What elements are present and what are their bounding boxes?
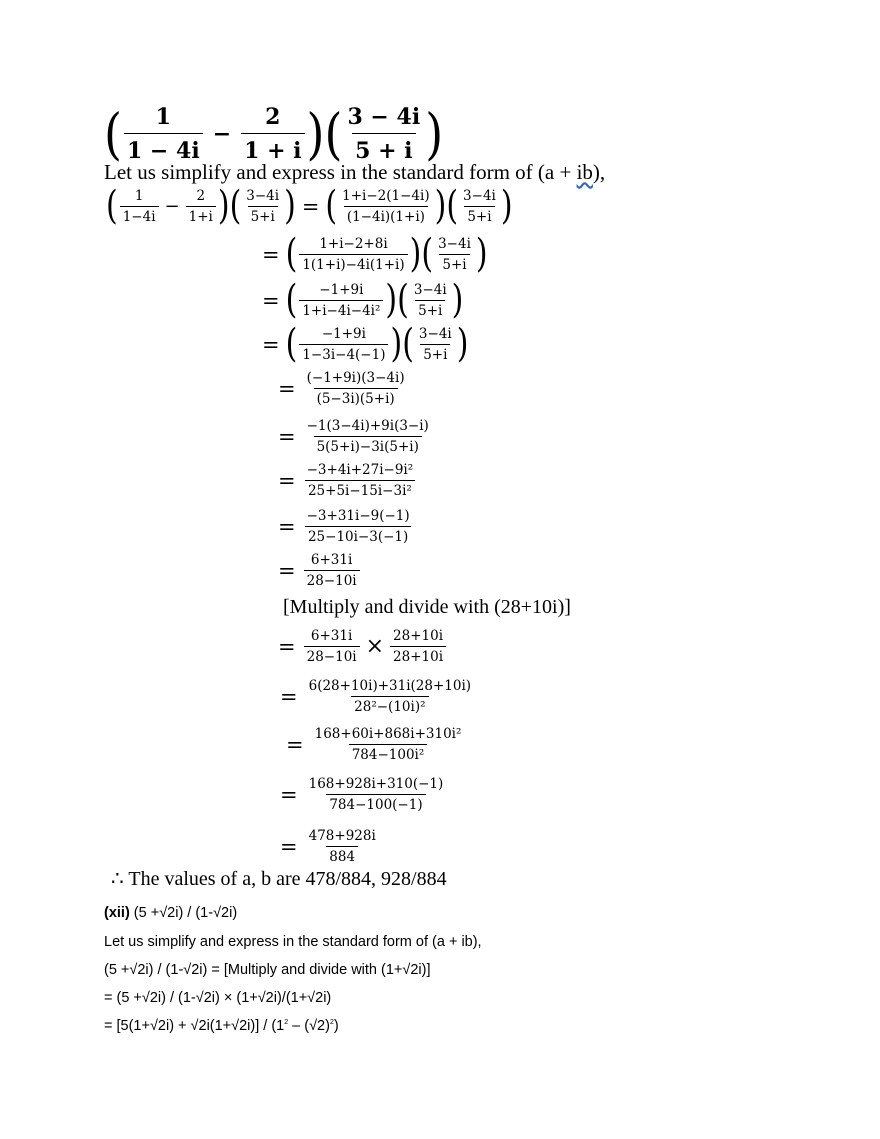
denominator: 5+i [420, 344, 450, 363]
fraction [306, 828, 379, 865]
fraction [304, 628, 360, 665]
fraction [411, 282, 450, 319]
multiply-divide-note: [Multiply and divide with (28+10i)] [283, 596, 571, 618]
numerator: 1+i−2+8i [319, 236, 388, 252]
numerator: 28+10i [393, 628, 444, 644]
denominator: 5+i [415, 300, 445, 319]
spellcheck-word: ib [576, 160, 593, 184]
denominator: 1+i−4i−4i² [299, 300, 383, 319]
step-12 [280, 776, 448, 813]
equals-sign: = [278, 376, 296, 401]
equals-sign: = [280, 684, 298, 709]
parenthesis: ( [421, 231, 434, 277]
numerator: 478+928i [308, 828, 376, 844]
right-paren: ) [306, 101, 325, 167]
intro-text: Let us simplify and express in the standard form of (a + ib), [104, 160, 606, 184]
fraction [304, 370, 408, 407]
fraction [120, 188, 159, 225]
parenthesis: ( [397, 277, 409, 323]
denominator: 28²−(10i)² [351, 696, 428, 715]
denominator: (5−3i)(5+i) [314, 388, 398, 407]
parenthesis: ) [217, 183, 230, 229]
numerator: −1+9i [321, 326, 366, 342]
denominator: 28−10i [304, 646, 360, 665]
denominator: 25+5i−15i−3i² [305, 480, 415, 499]
numerator: 1 [134, 188, 144, 204]
parenthesis: ( [446, 183, 459, 229]
parenthesis: ) [434, 183, 447, 229]
fraction [304, 508, 413, 545]
denominator: 1(1+i)−4i(1+i) [299, 254, 407, 273]
fraction [339, 188, 432, 225]
equals-sign: = [278, 468, 296, 493]
conclusion-text: ∴ The values of a, b are 478/884, 928/884 [111, 868, 447, 890]
numerator: 3−4i [413, 282, 447, 298]
parenthesis: ( [285, 231, 298, 277]
fraction [416, 326, 455, 363]
numerator: 3−4i [438, 236, 471, 252]
problem-expression [104, 101, 444, 167]
numerator: 168+60i+868i+310i² [314, 726, 462, 742]
part-xii-line-1: (5 +√2i) / (1-√2i) = [Multiply and divide with (1+√2i)] [104, 962, 431, 978]
fraction [299, 282, 383, 319]
step-7 [278, 508, 415, 545]
parenthesis: ) [385, 277, 398, 323]
part-label: (xii) [104, 905, 130, 921]
step-6 [278, 462, 418, 499]
numerator: 6+31i [310, 552, 353, 568]
fraction [306, 678, 474, 715]
operator: × [365, 634, 385, 659]
fraction [306, 776, 447, 813]
equals-sign: = [262, 332, 280, 357]
step-13 [280, 828, 381, 865]
step-8 [278, 552, 362, 589]
denominator: 1−4i [120, 206, 159, 225]
fraction [186, 188, 216, 225]
denominator: (1−4i)(1+i) [344, 206, 428, 225]
parenthesis: ) [390, 321, 403, 367]
parenthesis: ) [409, 231, 422, 277]
fraction [304, 462, 417, 499]
parenthesis: ) [451, 277, 464, 323]
fraction-3: $\frac{3 - 4i}{5 + i}$ [347, 104, 421, 164]
fraction [435, 236, 474, 273]
equals-sign: = [262, 242, 280, 267]
parenthesis: ( [285, 321, 298, 367]
step-11 [286, 726, 466, 763]
numerator: 6+31i [310, 628, 353, 644]
fraction [304, 418, 432, 455]
parenthesis: ( [106, 183, 118, 229]
equals-sign: = [262, 288, 280, 313]
step-5 [278, 418, 434, 455]
part-expression: (5 +√2i) / (1-√2i) [129, 905, 238, 921]
numerator: −3+31i−9(−1) [306, 508, 410, 524]
denominator: 784−100(−1) [326, 794, 425, 813]
step-10 [280, 678, 476, 715]
parenthesis: ( [325, 183, 338, 229]
numerator: 3−4i [463, 188, 496, 204]
denominator: 784−100i² [349, 744, 428, 763]
step-4 [278, 370, 410, 407]
numerator: 6(28+10i)+31i(28+10i) [308, 678, 472, 694]
step-2 [262, 277, 464, 323]
operator: − [164, 196, 180, 217]
fraction [312, 726, 465, 763]
numerator: 3−4i [418, 326, 452, 342]
denominator: 884 [326, 846, 358, 865]
equals-sign: = [280, 834, 298, 859]
numerator: −3+4i+27i−9i² [306, 462, 414, 478]
denominator: 1−3i−4(−1) [299, 344, 388, 363]
parenthesis: ) [475, 231, 488, 277]
parenthesis: ) [284, 183, 296, 229]
numerator: 1+i−2(1−4i) [342, 188, 430, 204]
denominator: 28+10i [390, 646, 446, 665]
equals-sign: = [278, 424, 296, 449]
numerator: (−1+9i)(3−4i) [306, 370, 405, 386]
equals-sign: = [278, 634, 296, 659]
step-1 [262, 231, 488, 277]
fraction [390, 628, 446, 665]
parenthesis: ) [500, 183, 513, 229]
denominator: 5(5+i)−3i(5+i) [314, 436, 422, 455]
parenthesis: ) [456, 321, 469, 367]
fraction [304, 552, 360, 589]
denominator: 1+i [186, 206, 216, 225]
equals-sign: = [278, 558, 296, 583]
numerator: 2 [196, 188, 206, 204]
denominator: 28−10i [304, 570, 360, 589]
numerator: 168+928i+310(−1) [308, 776, 444, 792]
denominator: 5+i [439, 254, 469, 273]
numerator: −1+9i [319, 282, 364, 298]
fraction [460, 188, 499, 225]
parenthesis: ( [229, 183, 242, 229]
parenthesis: ( [402, 321, 414, 367]
parenthesis: ( [285, 277, 298, 323]
numerator: −1(3−4i)+9i(3−i) [306, 418, 429, 434]
step-9 [278, 628, 448, 665]
fraction-2: $\frac{2}{1 + i}$ [241, 104, 304, 164]
equals-sign: = [278, 514, 296, 539]
denominator: 5+i [248, 206, 278, 225]
part-xii-heading [104, 905, 237, 921]
denominator: 25−10i−3(−1) [305, 526, 411, 545]
part-xii-line-2: = (5 +√2i) / (1-√2i) × (1+√2i)/(1+√2i) [104, 990, 332, 1006]
fraction [243, 188, 282, 225]
step-0 [106, 183, 513, 229]
part-xii-intro: Let us simplify and express in the standard form of (a + ib), [104, 934, 482, 950]
equals-sign: = [301, 194, 320, 219]
equals-sign: = [280, 782, 298, 807]
fraction [299, 326, 388, 363]
equals-sign: = [286, 732, 304, 757]
denominator: 5+i [464, 206, 494, 225]
left-paren: ( [324, 101, 343, 167]
step-3 [262, 321, 469, 367]
minus-sign: − [212, 121, 232, 147]
numerator: 3−4i [246, 188, 280, 204]
fraction [299, 236, 407, 273]
part-xii-line-3: = $[5(1+√2i) + √2i(1+√2i)] / (1^2 - (√2)^2)$ [104, 1018, 339, 1034]
left-paren: ( [104, 101, 122, 167]
right-paren: ) [425, 101, 444, 167]
fraction-1: $\frac{1}{1 - 4i}$ [124, 104, 203, 164]
